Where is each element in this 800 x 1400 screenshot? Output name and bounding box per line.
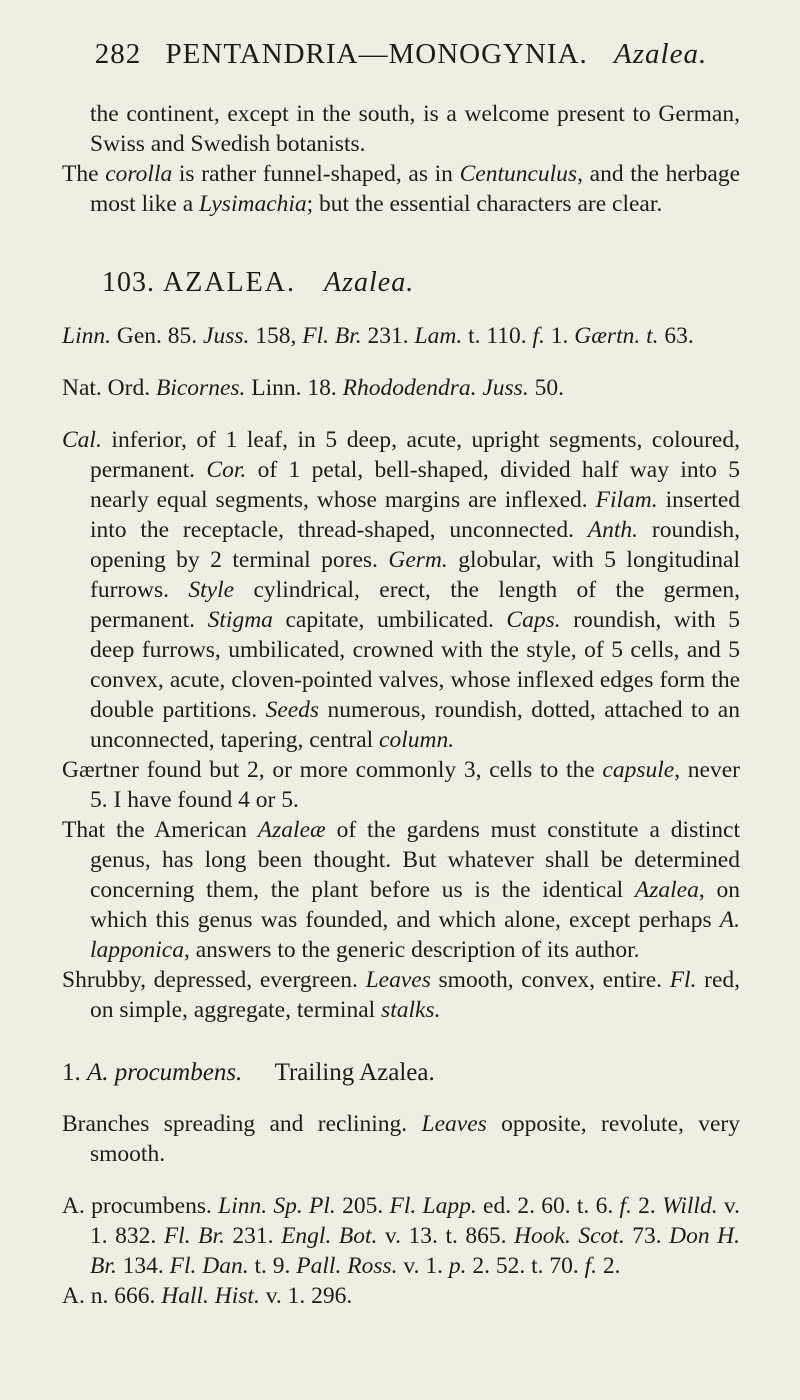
- italic-term: Fl.: [669, 967, 697, 993]
- text-run: roundish, with 5 deep furrows, umbilicated, crowned with the style, of 5 cells, and 5 convex, acute, cloven-pointed valves, whose inflexed edges form the double partitions.: [90, 607, 740, 723]
- continuation-paragraph: [62, 99, 740, 159]
- text-run: is rather funnel-shaped, as in: [172, 161, 460, 187]
- italic-term: Pall. Ross.: [296, 1253, 398, 1279]
- habit-description: [62, 965, 740, 1025]
- italic-term: Linn.: [62, 323, 111, 349]
- text-run: , on which this genus was founded, and which alone, except perhaps: [90, 877, 740, 933]
- text-run: That the American: [62, 817, 258, 843]
- italic-term: Gærtn.: [574, 323, 641, 349]
- gaertner-note: [62, 755, 740, 815]
- italic-term: p.: [448, 1253, 467, 1279]
- italic-term: Fl. Dan.: [169, 1253, 249, 1279]
- italic-term: f.: [584, 1253, 598, 1279]
- italic-term: Don H. Br.: [90, 1223, 740, 1279]
- text-run: ed. 2. 60. t. 6.: [476, 1193, 620, 1219]
- italic-term: stalks.: [381, 997, 441, 1023]
- species-heading: [62, 1059, 740, 1087]
- italic-term: Centunculus: [459, 161, 578, 187]
- genus-references: [62, 321, 740, 351]
- text-run: globular, with 5 longitudinal furrows.: [90, 547, 740, 603]
- species-name: A. procumbens.: [87, 1059, 243, 1086]
- text-run: 231.: [224, 1223, 282, 1249]
- italic-term: t.: [646, 323, 659, 349]
- text-run: t. 110.: [462, 323, 533, 349]
- genus-heading: [102, 267, 740, 299]
- text-run: inferior, of 1 leaf, in 5 deep, acute, upright segments, coloured, permanent.: [90, 427, 740, 483]
- italic-term: Stigma: [207, 607, 273, 633]
- italic-term: Filam.: [595, 487, 658, 513]
- text-run: 63.: [658, 323, 694, 349]
- text-run: of the gardens must constitute a distinct genus, has long been thought. But whatever shall be determined concerning them, the plant before us is the identical: [90, 817, 740, 903]
- italic-term: Juss.: [203, 323, 250, 349]
- text-run: roundish, opening by 2 terminal pores.: [90, 517, 740, 573]
- italic-term: Rhododendra.: [342, 375, 477, 401]
- italic-term: corolla: [105, 161, 173, 187]
- text-run: 2. 52. t. 70.: [466, 1253, 585, 1279]
- italic-term: A. lapponica: [90, 907, 740, 963]
- text-run: 134.: [116, 1253, 170, 1279]
- species-english-name: Trailing Azalea.: [274, 1059, 435, 1086]
- running-genus-name: Azalea.: [614, 38, 708, 70]
- corolla-paragraph: [62, 159, 740, 219]
- text-run: v. 1. 296.: [259, 1283, 353, 1309]
- text-run: v. 1.: [397, 1253, 449, 1279]
- text-run: 2.: [597, 1253, 621, 1279]
- genus-english-name: Azalea.: [323, 267, 415, 298]
- natural-order: [62, 373, 740, 403]
- text-run: opposite, revolute, very smooth.: [90, 1111, 740, 1167]
- text-run: Gærtner found but 2, or more commonly 3, cells to the: [62, 757, 603, 783]
- text-run: Gen. 85.: [110, 323, 204, 349]
- italic-term: Cor.: [206, 457, 247, 483]
- genus-number: 103.: [102, 267, 155, 298]
- text-run: t. 9.: [248, 1253, 297, 1279]
- text-run: The: [62, 161, 106, 187]
- italic-term: Leaves: [365, 967, 431, 993]
- text-run: v. 13. t. 865.: [377, 1223, 515, 1249]
- class-order-title: PENTANDRIA—MONOGYNIA.: [165, 38, 588, 70]
- italic-term: Azalea: [634, 877, 699, 903]
- italic-term: Cal.: [62, 427, 102, 453]
- generic-description: [62, 425, 740, 755]
- running-head: [62, 38, 740, 71]
- italic-term: Juss.: [482, 375, 529, 401]
- text-run: numerous, roundish, dotted, attached to an unconnected, tapering, central: [90, 697, 740, 753]
- text-run: inserted into the receptacle, thread-shaped, unconnected.: [90, 487, 741, 543]
- text-run: 205.: [335, 1193, 390, 1219]
- genus-name: AZALEA.: [163, 267, 296, 298]
- italic-term: Fl. Br.: [302, 323, 362, 349]
- italic-term: Azaleæ: [257, 817, 326, 843]
- continuation-text: the continent, except in the south, is a welcome present to German, Swiss and Swedish botanists.: [90, 101, 740, 157]
- species-synonymy: [62, 1191, 740, 1281]
- italic-term: Hall. Hist.: [161, 1283, 260, 1309]
- text-run: 50.: [528, 375, 564, 401]
- american-azalea-note: [62, 815, 740, 965]
- haller-reference: [62, 1281, 740, 1311]
- text-run: 2.: [631, 1193, 663, 1219]
- italic-term: f.: [619, 1193, 632, 1219]
- italic-term: Caps.: [506, 607, 561, 633]
- text-run: A. procumbens.: [62, 1193, 219, 1219]
- text-run: 158,: [249, 323, 303, 349]
- text-run: 231.: [361, 323, 415, 349]
- text-run: Branches spreading and reclining.: [62, 1111, 422, 1137]
- text-run: red, on simple, aggregate, terminal: [90, 967, 740, 1023]
- italic-term: capsule: [602, 757, 675, 783]
- italic-term: Bicornes.: [155, 375, 246, 401]
- italic-term: Willd.: [662, 1193, 718, 1219]
- text-run: v. 1. 832.: [90, 1193, 740, 1249]
- italic-term: Leaves: [421, 1111, 487, 1137]
- text-run: cylindrical, erect, the length of the germen, permanent.: [90, 577, 741, 633]
- text-run: , and the herbage most like a: [90, 161, 740, 217]
- text-run: Linn. 18.: [245, 375, 343, 401]
- italic-term: f.: [532, 323, 545, 349]
- italic-term: Germ.: [388, 547, 448, 573]
- text-run: 1.: [544, 323, 575, 349]
- species-number: 1.: [62, 1059, 81, 1086]
- text-run: smooth, convex, entire.: [430, 967, 670, 993]
- text-run: ; but the essential characters are clear.: [306, 191, 663, 217]
- italic-term: Lam.: [414, 323, 463, 349]
- italic-term: Hook. Scot.: [514, 1223, 625, 1249]
- italic-term: Seeds: [265, 697, 320, 723]
- text-run: Shrubby, depressed, evergreen.: [62, 967, 366, 993]
- italic-term: Anth.: [587, 517, 639, 543]
- text-run: A. n. 666.: [62, 1283, 162, 1309]
- italic-term: Fl. Br.: [163, 1223, 225, 1249]
- text-run: capitate, umbilicated.: [272, 607, 507, 633]
- italic-term: Style: [188, 577, 235, 603]
- italic-term: Linn. Sp. Pl.: [218, 1193, 336, 1219]
- italic-term: Lysimachia: [199, 191, 307, 217]
- text-run: of 1 petal, bell-shaped, divided half way into 5 nearly equal segments, whose margins are inflexed.: [90, 457, 740, 513]
- italic-term: Fl. Lapp.: [389, 1193, 477, 1219]
- text-run: , answers to the generic description of its author.: [184, 937, 640, 963]
- italic-term: column.: [379, 727, 455, 753]
- text-run: 73.: [624, 1223, 670, 1249]
- italic-term: Engl. Bot.: [281, 1223, 378, 1249]
- text-run: Nat. Ord.: [62, 375, 156, 401]
- text-run: , never 5. I have found 4 or 5.: [90, 757, 740, 813]
- page-number: 282: [94, 38, 142, 70]
- species-diagnosis: [62, 1109, 740, 1169]
